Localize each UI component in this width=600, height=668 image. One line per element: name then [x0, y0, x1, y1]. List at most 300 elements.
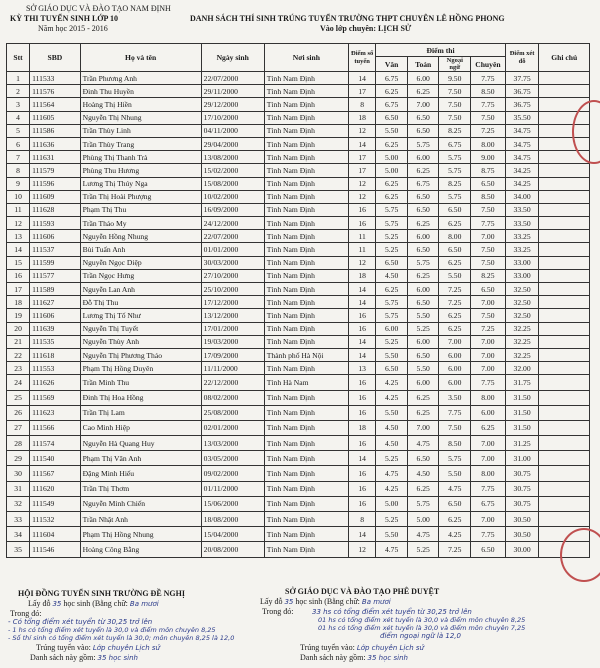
table-cell: 5.25	[376, 230, 408, 243]
table-cell: 30.50	[505, 527, 539, 542]
table-cell: 6.50	[407, 111, 439, 124]
table-cell: 01/01/2000	[201, 243, 264, 256]
table-cell-note	[539, 177, 590, 190]
table-cell: 111535	[30, 335, 81, 348]
header-note: Ghi chú	[539, 44, 590, 72]
table-cell: 5.25	[376, 243, 408, 256]
table-cell: 8	[348, 98, 375, 111]
table-cell: 111549	[30, 496, 81, 511]
table-cell: 7.25	[471, 124, 506, 137]
table-cell-note	[539, 436, 590, 451]
table-cell: Tỉnh Nam Định	[264, 451, 348, 466]
table-cell: 8	[7, 164, 30, 177]
table-cell: Đặng Minh Hiếu	[80, 466, 201, 481]
table-cell: 14	[348, 348, 375, 361]
table-cell: Tỉnh Nam Định	[264, 405, 348, 420]
table-cell: 32.00	[505, 362, 539, 375]
table-cell: 5.25	[376, 512, 408, 527]
table-cell: 2	[7, 85, 30, 98]
table-cell: 7.00	[471, 436, 506, 451]
table-cell: 111596	[30, 177, 81, 190]
table-cell: 7.50	[471, 309, 506, 322]
table-cell: 34.75	[505, 151, 539, 164]
table-cell: 111569	[30, 390, 81, 405]
table-cell: 1	[7, 72, 30, 85]
table-cell: 6.25	[376, 283, 408, 296]
right-note-3: 01 hs có tổng điểm xét tuyển là 30,0 và điểm môn chuyên 7,25	[318, 624, 526, 632]
table-cell: 111533	[30, 72, 81, 85]
table-cell: Tỉnh Nam Định	[264, 512, 348, 527]
table-cell: 7.25	[471, 322, 506, 335]
table-cell: 31.25	[505, 436, 539, 451]
table-cell: 5.25	[407, 322, 439, 335]
table-cell: 7.00	[471, 512, 506, 527]
table-cell: 14	[348, 527, 375, 542]
table-cell: 22	[7, 348, 30, 361]
table-cell: 111627	[30, 296, 81, 309]
table-cell: 25	[7, 390, 30, 405]
table-cell: 7.75	[471, 527, 506, 542]
table-row	[7, 164, 590, 177]
table-cell: 6.50	[471, 177, 506, 190]
table-cell: 14	[348, 451, 375, 466]
table-cell: 32.25	[505, 335, 539, 348]
table-cell: 34.75	[505, 124, 539, 137]
table-cell: 6.00	[439, 375, 471, 390]
table-cell: 34.25	[505, 164, 539, 177]
table-cell: 4.75	[407, 527, 439, 542]
table-cell: Đinh Thu Huyền	[80, 85, 201, 98]
table-cell: 30	[7, 466, 30, 481]
table-cell: 6.50	[407, 243, 439, 256]
table-cell: 8	[348, 512, 375, 527]
admission-table	[6, 43, 590, 558]
table-cell: 16	[348, 481, 375, 496]
table-cell: 15	[7, 256, 30, 269]
table-row	[7, 137, 590, 150]
table-cell: 12	[348, 190, 375, 203]
table-cell: 4.75	[376, 466, 408, 481]
table-cell: 5.75	[407, 256, 439, 269]
table-cell: 111574	[30, 436, 81, 451]
left-total-line: Danh sách này gồm: 35 học sinh	[30, 653, 138, 662]
table-cell: 111540	[30, 451, 81, 466]
table-cell: 25/10/2000	[201, 283, 264, 296]
table-cell: Tỉnh Nam Định	[264, 72, 348, 85]
table-row	[7, 375, 590, 390]
table-cell: 16	[348, 405, 375, 420]
table-cell: 111623	[30, 405, 81, 420]
table-cell: 11/11/2000	[201, 362, 264, 375]
table-cell: 3	[7, 98, 30, 111]
table-cell: Tỉnh Hà Nam	[264, 375, 348, 390]
table-cell: 7.00	[471, 335, 506, 348]
table-cell: 33.25	[505, 243, 539, 256]
table-cell: 111532	[30, 512, 81, 527]
table-cell: Trần Thùy Linh	[80, 124, 201, 137]
right-in-which: Trong đó:	[262, 607, 294, 616]
table-cell: 5.75	[407, 496, 439, 511]
table-cell-note	[539, 481, 590, 496]
table-cell: 31	[7, 481, 30, 496]
header-stt: Stt	[7, 44, 30, 72]
table-cell: 36.75	[505, 85, 539, 98]
table-cell: 18	[348, 420, 375, 435]
table-cell: 6.50	[439, 243, 471, 256]
table-cell: Tỉnh Nam Định	[264, 362, 348, 375]
table-cell: 10/02/2000	[201, 190, 264, 203]
table-cell: 14	[348, 72, 375, 85]
table-cell: 111546	[30, 542, 81, 557]
table-cell: Cao Minh Hiệp	[80, 420, 201, 435]
table-cell-note	[539, 420, 590, 435]
left-in-which: Trong đó:	[10, 609, 42, 618]
table-cell-note	[539, 296, 590, 309]
table-cell: Trần Ngọc Hưng	[80, 269, 201, 282]
table-cell: 6.25	[439, 309, 471, 322]
table-cell-note	[539, 335, 590, 348]
table-cell: 33.25	[505, 230, 539, 243]
table-cell: 6.50	[439, 203, 471, 216]
table-cell: 4.75	[439, 481, 471, 496]
table-cell: 14	[348, 283, 375, 296]
table-cell: 6.50	[471, 542, 506, 557]
table-cell: 4.50	[376, 436, 408, 451]
table-cell: Nguyễn Ngọc Diệp	[80, 256, 201, 269]
table-row	[7, 85, 590, 98]
table-row	[7, 98, 590, 111]
right-note-2: 01 hs có tổng điểm xét tuyển là 30,0 và điểm môn chuyên 8,25	[318, 616, 526, 624]
table-cell: Phạm Thị Hồng Duyên	[80, 362, 201, 375]
table-row	[7, 243, 590, 256]
table-cell: Trần Thùy Trang	[80, 137, 201, 150]
table-cell: 15/06/2000	[201, 496, 264, 511]
table-cell: 6.25	[471, 420, 506, 435]
table-cell: 5.00	[376, 496, 408, 511]
table-cell: 18	[348, 269, 375, 282]
table-cell: 13	[7, 230, 30, 243]
table-cell: 01/11/2000	[201, 481, 264, 496]
header-scores: Điểm thi	[376, 44, 505, 57]
table-cell: 17/09/2000	[201, 348, 264, 361]
table-cell: 7.00	[471, 362, 506, 375]
table-cell: Tỉnh Nam Định	[264, 243, 348, 256]
table-cell: 34.00	[505, 190, 539, 203]
table-cell: Nguyễn Thị Nhung	[80, 111, 201, 124]
right-note-1: 33 hs có tổng điểm xét tuyển từ 30,25 trở lên	[312, 608, 472, 616]
table-cell-note	[539, 512, 590, 527]
table-cell: 6.50	[407, 203, 439, 216]
table-cell: Nguyễn Thị Tuyết	[80, 322, 201, 335]
table-cell: 6.75	[376, 98, 408, 111]
table-cell: 6.25	[439, 217, 471, 230]
table-cell: 17	[348, 164, 375, 177]
table-cell: 7.00	[471, 348, 506, 361]
table-cell: 3.50	[439, 390, 471, 405]
table-cell: Tỉnh Nam Định	[264, 496, 348, 511]
table-cell: 8.75	[471, 164, 506, 177]
table-cell: 15/02/2000	[201, 164, 264, 177]
right-count-line: Lấy đỗ 35 học sinh (Bằng chữ: Ba mươi	[260, 597, 391, 606]
table-cell: Tỉnh Nam Định	[264, 322, 348, 335]
table-cell: 16/09/2000	[201, 203, 264, 216]
table-cell: 20	[7, 322, 30, 335]
left-standard-line: Trúng tuyển vào: Lớp chuyên Lịch sử	[36, 643, 160, 652]
table-cell-note	[539, 362, 590, 375]
table-cell: 27	[7, 420, 30, 435]
table-cell: 4.75	[376, 542, 408, 557]
table-row	[7, 390, 590, 405]
table-cell: 8.00	[471, 466, 506, 481]
table-cell: 8.25	[471, 269, 506, 282]
table-row	[7, 527, 590, 542]
table-cell: 5.50	[376, 348, 408, 361]
table-cell: 4.25	[376, 390, 408, 405]
table-cell: 6.50	[407, 451, 439, 466]
table-cell: 33.50	[505, 217, 539, 230]
table-cell: 30/03/2000	[201, 256, 264, 269]
table-cell: 6.50	[407, 190, 439, 203]
header-dob: Ngày sinh	[201, 44, 264, 72]
table-cell: 33	[7, 512, 30, 527]
table-row	[7, 405, 590, 420]
table-cell: 30.50	[505, 512, 539, 527]
table-cell: Lương Thị Tố Như	[80, 309, 201, 322]
table-cell: 14	[348, 335, 375, 348]
table-cell: 5	[7, 124, 30, 137]
table-cell: 6.00	[407, 151, 439, 164]
table-cell: Tỉnh Nam Định	[264, 256, 348, 269]
table-cell: 12	[7, 217, 30, 230]
table-cell: Tỉnh Nam Định	[264, 230, 348, 243]
table-cell: 8.25	[439, 124, 471, 137]
table-cell: Nguyễn Minh Chiến	[80, 496, 201, 511]
table-row	[7, 217, 590, 230]
table-cell: 7.50	[439, 111, 471, 124]
table-cell-note	[539, 375, 590, 390]
table-cell: 7.25	[439, 296, 471, 309]
table-cell: 111537	[30, 243, 81, 256]
table-cell: 16	[348, 466, 375, 481]
table-cell: Trần Thị Lam	[80, 405, 201, 420]
table-cell: 4.25	[439, 527, 471, 542]
table-row	[7, 542, 590, 557]
table-cell: 6.25	[376, 137, 408, 150]
table-cell: 5.75	[376, 203, 408, 216]
table-cell: 7.50	[471, 243, 506, 256]
table-cell: 32.50	[505, 283, 539, 296]
table-cell: 111609	[30, 190, 81, 203]
table-cell: 30.75	[505, 496, 539, 511]
table-cell: 6.25	[407, 405, 439, 420]
table-cell-note	[539, 348, 590, 361]
table-cell: 32.50	[505, 309, 539, 322]
table-cell: Tỉnh Nam Định	[264, 217, 348, 230]
header-birthplace: Nơi sinh	[264, 44, 348, 72]
left-note-2: - 1 hs có tổng điểm xét tuyển là 30,0 và điểm môn chuyên 8,25	[8, 626, 216, 634]
table-cell: 31.50	[505, 390, 539, 405]
table-cell: Phạm Thị Thu	[80, 203, 201, 216]
table-cell: Trần Thị Thơm	[80, 481, 201, 496]
right-standard-line: Trúng tuyển vào: Lớp chuyên Lịch sử	[300, 643, 424, 652]
table-cell: 16	[7, 269, 30, 282]
table-cell: Đỗ Thị Thu	[80, 296, 201, 309]
table-row	[7, 203, 590, 216]
table-cell: 111604	[30, 527, 81, 542]
table-cell: 6.25	[376, 177, 408, 190]
table-cell: 11	[348, 243, 375, 256]
table-cell: 30.00	[505, 542, 539, 557]
table-cell: Tỉnh Nam Định	[264, 283, 348, 296]
table-cell: 13/08/2000	[201, 151, 264, 164]
table-cell: 19	[7, 309, 30, 322]
table-cell: 16	[348, 496, 375, 511]
table-row	[7, 348, 590, 361]
table-cell: Phạm Thị Vân Anh	[80, 451, 201, 466]
table-row	[7, 420, 590, 435]
table-cell: 29/12/2000	[201, 98, 264, 111]
table-cell: Trần Thảo My	[80, 217, 201, 230]
table-cell: 111631	[30, 151, 81, 164]
table-cell: 4.50	[376, 420, 408, 435]
table-row	[7, 190, 590, 203]
table-cell: 4.50	[376, 269, 408, 282]
table-cell: Bùi Tuấn Anh	[80, 243, 201, 256]
table-cell: 14	[7, 243, 30, 256]
table-cell: 111620	[30, 481, 81, 496]
table-cell: 16	[348, 436, 375, 451]
table-cell: Tỉnh Nam Định	[264, 177, 348, 190]
table-cell: 35	[7, 542, 30, 557]
table-cell: 5.50	[376, 405, 408, 420]
document-title: DANH SÁCH THÍ SINH TRÚNG TUYỂN TRƯỜNG THPT CHUYÊN LÊ HỒNG PHONG	[190, 14, 505, 23]
table-cell: 111606	[30, 309, 81, 322]
table-cell: 11	[7, 203, 30, 216]
table-cell: 6.00	[471, 405, 506, 420]
table-cell-note	[539, 496, 590, 511]
table-cell: 18	[7, 296, 30, 309]
table-cell: 14	[348, 296, 375, 309]
table-cell: 6.50	[471, 283, 506, 296]
table-cell: Tỉnh Nam Định	[264, 390, 348, 405]
table-cell-note	[539, 164, 590, 177]
table-cell: Tỉnh Nam Định	[264, 420, 348, 435]
table-cell: 111605	[30, 111, 81, 124]
left-signature-title: HỘI ĐỒNG TUYỂN SINH TRƯỜNG ĐỀ NGHỊ	[18, 589, 185, 598]
table-cell: 12	[348, 124, 375, 137]
table-cell: 7.50	[439, 420, 471, 435]
left-count-line: Lấy đỗ 35 học sinh (Bằng chữ: Ba mươi	[28, 599, 159, 608]
table-cell: Nguyễn Lan Anh	[80, 283, 201, 296]
table-cell: 16	[348, 309, 375, 322]
table-cell: 6	[7, 137, 30, 150]
table-cell: 26	[7, 405, 30, 420]
table-cell: 6.25	[376, 85, 408, 98]
table-cell: 29	[7, 451, 30, 466]
table-row	[7, 362, 590, 375]
table-cell: Tỉnh Nam Định	[264, 335, 348, 348]
table-cell: 17/12/2000	[201, 296, 264, 309]
table-cell: 17	[7, 283, 30, 296]
table-cell: 16	[348, 203, 375, 216]
table-cell: Tỉnh Nam Định	[264, 124, 348, 137]
table-cell: 6.75	[376, 72, 408, 85]
table-cell: 8.00	[471, 137, 506, 150]
table-row	[7, 466, 590, 481]
table-cell: 08/02/2000	[201, 390, 264, 405]
table-row	[7, 230, 590, 243]
table-cell: 12	[348, 177, 375, 190]
table-cell: 16	[348, 390, 375, 405]
table-cell: Tỉnh Nam Định	[264, 203, 348, 216]
table-body	[7, 72, 590, 558]
table-cell: 16	[348, 375, 375, 390]
table-cell: 111579	[30, 164, 81, 177]
table-cell: 8.50	[471, 190, 506, 203]
table-cell: 17/01/2000	[201, 322, 264, 335]
table-cell: Phùng Thu Hương	[80, 164, 201, 177]
table-cell: 31.50	[505, 405, 539, 420]
table-cell: 15/04/2000	[201, 527, 264, 542]
table-cell: Lương Thị Thúy Nga	[80, 177, 201, 190]
table-cell: 6.00	[376, 322, 408, 335]
table-cell: 29/11/2000	[201, 85, 264, 98]
table-cell: Trần Thị Hoài Phượng	[80, 190, 201, 203]
table-cell: 6.75	[471, 496, 506, 511]
table-cell: 5.25	[407, 542, 439, 557]
table-cell: 19/03/2000	[201, 335, 264, 348]
table-cell: 4.25	[376, 375, 408, 390]
table-cell: 16	[348, 322, 375, 335]
table-cell: 111566	[30, 420, 81, 435]
table-cell: 13/12/2000	[201, 309, 264, 322]
right-total-line: Danh sách này gồm: 35 học sinh	[300, 653, 408, 662]
table-cell: 22/12/2000	[201, 375, 264, 390]
table-cell: 5.75	[376, 296, 408, 309]
table-cell: 5.00	[376, 151, 408, 164]
table-cell: Nguyễn Hà Quang Huy	[80, 436, 201, 451]
table-cell: 6.75	[439, 137, 471, 150]
table-cell: 6.50	[439, 496, 471, 511]
table-cell: 33.00	[505, 256, 539, 269]
table-cell: 7.75	[471, 217, 506, 230]
table-cell-note	[539, 390, 590, 405]
table-cell: 111626	[30, 375, 81, 390]
seal-stamp-bottom	[560, 528, 600, 582]
table-cell: 6.50	[376, 362, 408, 375]
table-row	[7, 496, 590, 511]
table-cell: 6.50	[376, 256, 408, 269]
table-cell: 22/07/2000	[201, 230, 264, 243]
table-cell: 7.50	[439, 85, 471, 98]
table-cell-note	[539, 230, 590, 243]
table-row	[7, 124, 590, 137]
table-cell-note	[539, 451, 590, 466]
table-cell: 31.50	[505, 420, 539, 435]
table-cell: Nguyễn Hồng Nhung	[80, 230, 201, 243]
table-cell: 32.50	[505, 296, 539, 309]
table-cell: 111567	[30, 466, 81, 481]
table-cell: Tỉnh Nam Định	[264, 164, 348, 177]
table-cell: 6.25	[439, 512, 471, 527]
table-cell: 7.00	[407, 98, 439, 111]
table-cell: 6.25	[439, 256, 471, 269]
table-cell: 4.25	[376, 481, 408, 496]
table-cell: 5.25	[376, 335, 408, 348]
table-cell: Tỉnh Nam Định	[264, 481, 348, 496]
table-row	[7, 296, 590, 309]
table-cell: 30.75	[505, 466, 539, 481]
